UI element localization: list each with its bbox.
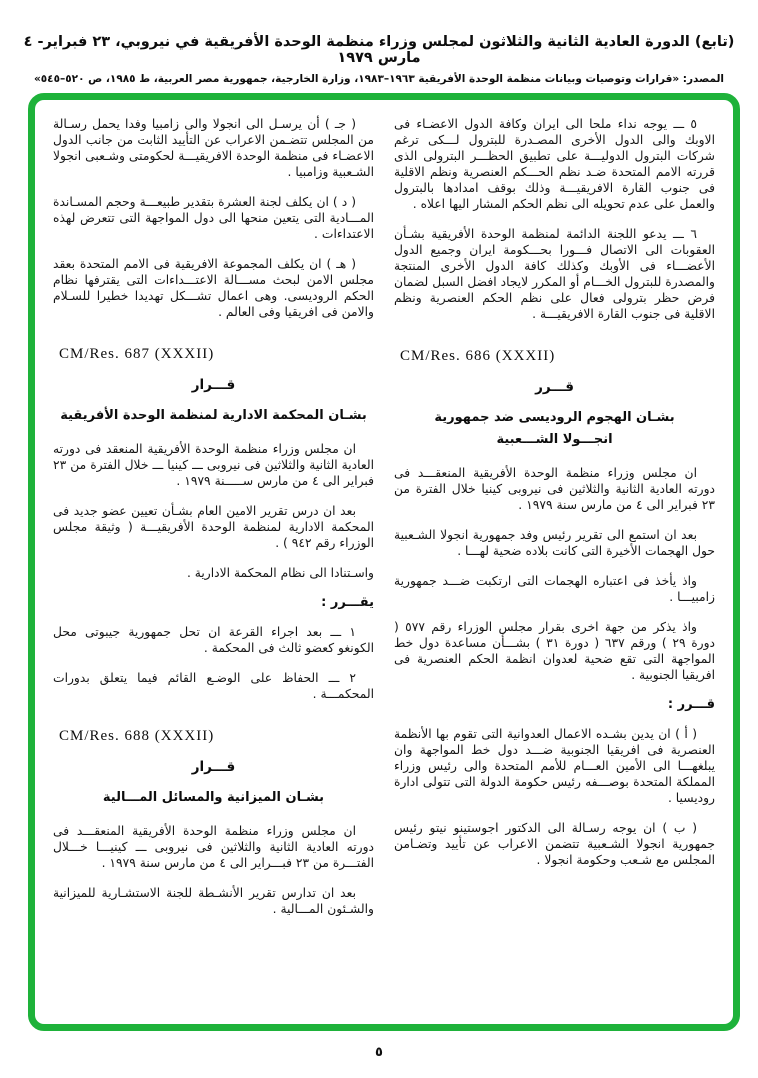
res688-preamble-1: ان مجلس وزراء منظمة الوحدة الأفريقية المنعقـــد فى دورته العادية الثانية والثلاثين فى نيروبى ـــ كينيـــا خـــلال الفتـــرة من ٢٣ فبـــراير الى ٤ من مارس سنة ١٩٧٩ . [53,824,374,870]
two-column-layout [53,116,715,1014]
page-header [0,34,758,85]
document-border-frame [28,93,740,1031]
res687-preamble-2: بعد ان درس تقرير الامين العام بشـأن تعيين عضو جديد فى المحكمة الادارية لمنظمة الوحدة الأفريقيـــة ( وثيقة مجلس الوزراء رقم ٩٤٢ ) . [53,504,374,550]
res686-preamble-2: بعد ان استمع الى تقرير رئيس وفد جمهورية انجولا الشـعبية حول الهجمات الأخيرة التى كانت بلاده ضحية لهـــا . [394,528,715,558]
res687-preamble-3: واسـتنادا الى نظام المحكمة الادارية . [186,566,374,580]
resolution-title-688: بشـان الميزانية والمسائل المـــالية [102,790,325,805]
resolution-ref-686: CM/Res. 686 (XXXII) [400,348,556,364]
resolution-ref-687: CM/Res. 687 (XXXII) [59,346,215,362]
resolution-title-687: بشـان المحكمة الادارية لمنظمة الوحدة الأفريقية [60,408,367,423]
resolution-kind-687: قـــرار [191,377,236,393]
resolution-title-686-line1: بشـان الهجوم الروديسى ضد جمهورية [434,410,675,425]
resolution-kind-688: قـــرار [191,759,236,775]
res687-item-2: ٢ ـــ الحفاظ على الوضـع القائم فيما يتعلق بدورات المحكمـــة . [53,671,374,701]
paragraph-clause-6: ٦ ـــ يدعو اللجنة الدائمة لمنظمة الوحدة الأفريقية بشـأن العقوبات الى الاتصال فـــورا بحـــكومة ايران وجميع الدول الأعضـــاء فى الأوبك وكذلك كافة الدول الأخرى المنتجة والمصدرة للبترول الخـــام أو المكرر لايجاد افضل السبل لضمان فرض حظر بترولى فعال على نظم الحكم العنصرية ونظم الاقلية فى جنوب القارة الافريقيـــة . [394,227,715,321]
res686-item-c: ( جـ ) أن يرسـل الى انجولا والى زامبيا وفدا يحمل رسـالة من المجلس تتضـمن الاعراب عن التأييد الثابت من جانب الدول الاعضـاء فى منظمة الوحدة الافريقيـــة لحكومتى وشـعبى انجولا الشـعبية وزامبيا . [53,117,374,179]
res686-item-e: ( هـ ) ان يكلف المجموعة الافريقية فى الامم المتحدة بعقد مجلس الامن لبحث مســـالة الاعتـــداءات التى يقترفها نظام الحكم الروديسى. وهى اعمال تشـــكل تهديدا خطيرا للسـلام والامن فى افريقيا وفى العالم . [53,257,374,319]
res687-decides-label: يقـــرر : [321,595,374,610]
res686-decides-label: قـــرر : [667,697,715,712]
res686-item-d: ( د ) ان يكلف لجنة العشرة بتقدير طبيعـــة وحجم المسـاندة المـــادية التى يتعين منحها الى دول المواجهة التى تتعرض لهذه الاعتداءات . [53,195,374,241]
res688-preamble-2: بعد ان تدارس تقرير الأنشـطة للجنة الاستشـارية للميزانية والشـئون المـــالية . [53,886,374,916]
left-column [53,116,374,1014]
source-citation: المصدر: «قرارات وتوصيات وبيانات منظمة الوحدة الأفريقية ١٩٦٣–١٩٨٣، وزارة الخارجية، جمهورية مصر العربية، ط ١٩٨٥، ص ٥٢٠–٥٤٥» [33,73,725,85]
page-number: ٥ [375,1045,383,1060]
right-column [394,116,715,1014]
res687-preamble-1: ان مجلس وزراء منظمة الوحدة الأفريقية المنعقد فى دورته العادية الثانية والثلاثين فى نيروبى ـــ كينيا ـــ خلال الفترة من ٢٣ فبراير الى ٤ من مارس ســـــنة ١٩٧٩ . [53,442,374,488]
resolution-title-686 [394,407,715,451]
res686-preamble-1: ان مجلس وزراء منظمة الوحدة الأفريقية المنعقـــد فى دورته العادية الثانية والثلاثين فى نيروبى كينيا خلال الفترة من ٢٣ فبراير الى ٤ من مارس سنة ١٩٧٩ . [394,466,715,512]
res686-preamble-4: واذ يذكر من جهة اخرى بقرار مجلس الوزراء رقم ٥٧٧ ( دورة ٢٩ ) ورقم ٦٣٧ ( دورة ٣١ ) بشـــأن مساعدة دول خط المواجهة التى تقع ضحية لعدوان انظمة الحكم العنصرية فى افريقيا الجنوبية . [394,620,715,682]
res687-item-1: ١ ـــ بعد اجراء القرعة ان تحل جمهورية جيبوتى محل الكونغو كعضو ثالث فى المحكمة . [53,625,374,655]
paragraph-clause-5: ٥ ـــ يوجه نداء ملحا الى ايران وكافة الدول الاعضـاء فى الاوبك والى الدول الأخرى المصـدرة للبترول لـــكى ترغم شركات البترول الدوليـــة على تطبيق الحظـــر البترولى الذى قررته الامم المتحدة ضـد نظم الحـــكم العنصرية ونظم الاقلية فى جنوب القارة الافريقيـــة وذلك بوقف امدادها بالبترول والعمل على عدم تحويله الى نظم الحكم المشار اليها اعلاه . [394,117,715,211]
resolution-ref-688: CM/Res. 688 (XXXII) [59,728,215,744]
res686-item-b: ( ب ) ان يوجه رسـالة الى الدكتور اجوستينو نيتو رئيس جمهورية انجولا الشـعبية تتضمن الاعراب عن تأييد وتضـامن المجلس مع شـعب وحكومة انجولا . [394,821,715,867]
res686-preamble-3: واذ يأخذ فى اعتباره الهجمات التى ارتكبت ضـــد جمهورية زامبيـــا . [394,574,715,604]
res686-item-a: ( أ ) ان يدين بشـده الاعمال العدوانية التى تقوم بها الأنظمة العنصرية فى افريقيا الجنوبية ضـــد دول خط المواجهة وان يبلغهـــا الى الأمين العـــام للأمم المتحدة والى رئيس وزراء المملكة المتحدة بوصـــفه رئيس حكومة الدولة التى تتولى ادارة روديسيا . [394,727,715,805]
session-title: (تابع) الدورة العادية الثانية والثلاثون لمجلس وزراء منظمة الوحدة الأفريقية في نيروبي، ٢٣ فبراير- ٤ مارس ١٩٧٩ [23,34,735,66]
resolution-kind-686: قـــرر [535,379,574,395]
resolution-title-686-line2: انجـــولا الشـــعبية [496,432,613,447]
